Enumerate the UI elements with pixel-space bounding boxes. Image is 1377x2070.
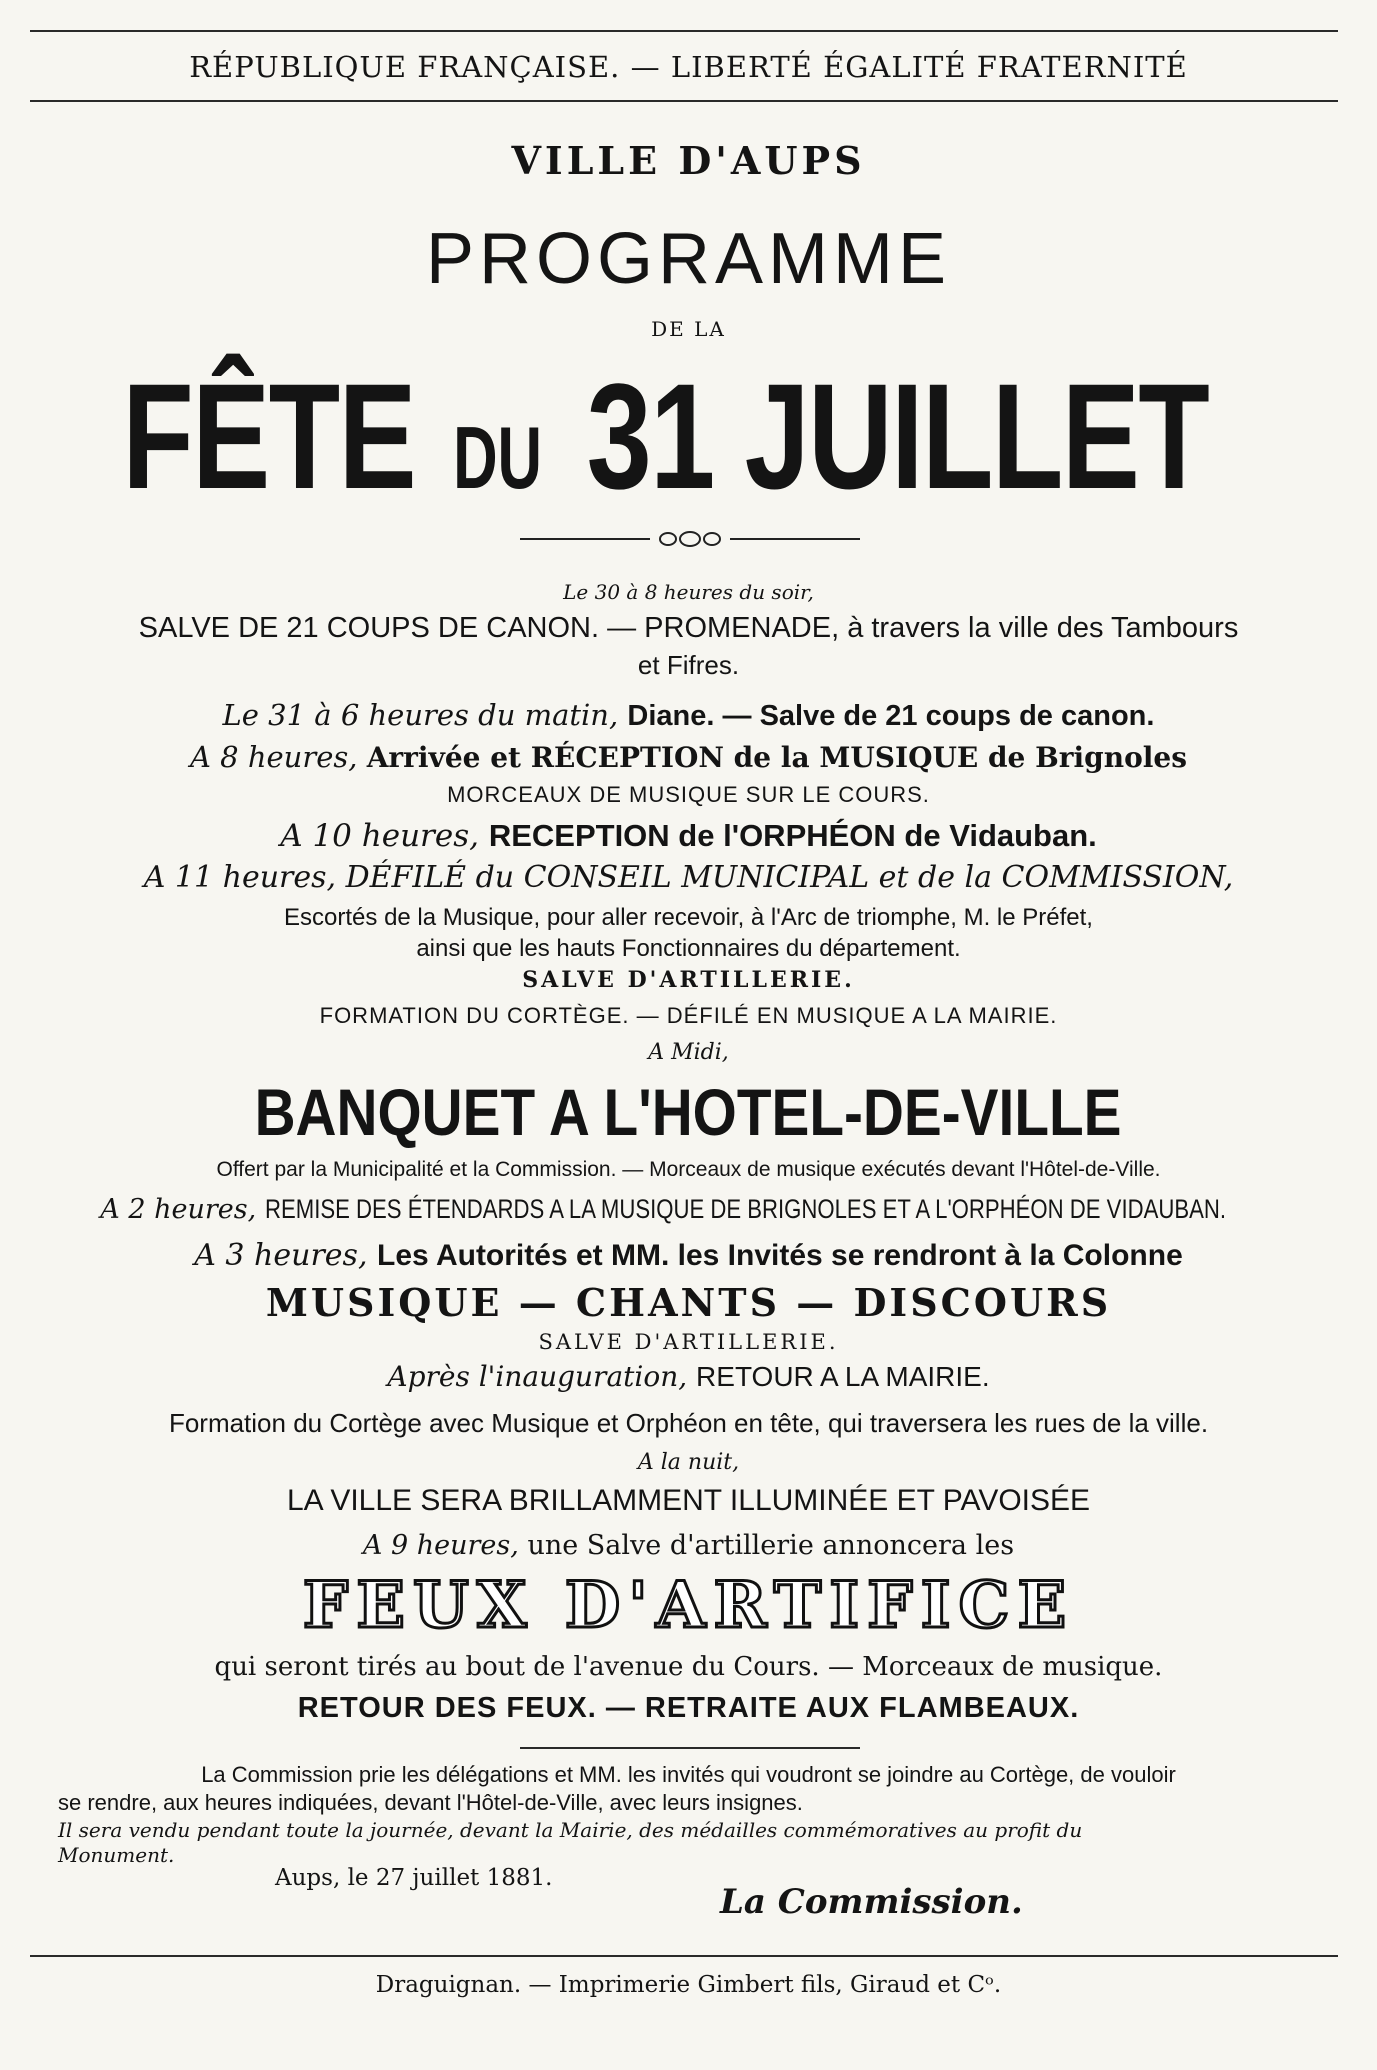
note-4: Monument. (58, 1843, 175, 1867)
programme-title: PROGRAMME (425, 219, 952, 299)
line-salve-annonce-event: une Salve d'artillerie annoncera les (527, 1530, 1015, 1561)
fete-title-date: 31 JUILLET (586, 352, 1209, 520)
de-la: DE LA (651, 317, 726, 341)
line-colonne-event: Les Autorités et MM. les Invités se rendront à la Colonne (377, 1239, 1183, 1272)
fete-title-du: DU (453, 408, 543, 507)
note-3: Il sera vendu pendant toute la journée, devant la Mairie, des médailles commémoratives au profit du (58, 1818, 1083, 1842)
bottom-rule (30, 1955, 1338, 1957)
line-fifres: et Fifres. (637, 650, 740, 680)
line-salve-1: SALVE D'ARTILLERIE. (522, 967, 855, 993)
line-colonne (0, 1238, 1377, 1273)
signature: La Commission. (720, 1882, 1023, 1922)
ornament-divider (520, 527, 860, 551)
town-name: VILLE D'AUPS (511, 138, 866, 183)
line-formation: Formation du Cortège avec Musique et Orphéon en tête, qui traversera les rues de la ville. (168, 1408, 1209, 1438)
line-diane (0, 698, 1377, 733)
line-formation-cortege: FORMATION DU CORTÈGE. — DÉFILÉ EN MUSIQUE A LA MAIRIE. (319, 1003, 1058, 1028)
top-rule (30, 30, 1338, 32)
fete-title (0, 350, 1377, 520)
line-retour-mairie (0, 1360, 1377, 1393)
banquet-heading-text: BANQUET A L'HOTEL-DE-VILLE (255, 1075, 1122, 1149)
line-etendards-event: REMISE DES ÉTENDARDS A LA MUSIQUE DE BRIGNOLES ET A L'ORPHÉON DE VIDAUBAN. (264, 1194, 1226, 1224)
line-fonctionnaires: ainsi que les hauts Fonctionnaires du département. (416, 935, 961, 962)
line-colonne-time: A 3 heures, (194, 1238, 368, 1273)
line-salve-2: SALVE D'ARTILLERIE. (538, 1330, 839, 1354)
line-defile: A 11 heures, DÉFILÉ du CONSEIL MUNICIPAL et de la COMMISSION, (143, 860, 1234, 895)
line-salve-annonce (0, 1530, 1377, 1561)
line-vidauban (0, 818, 1377, 854)
republic-motto: RÉPUBLIQUE FRANÇAISE. — LIBERTÉ ÉGALITÉ FRATERNITÉ (189, 50, 1188, 84)
line-nuit: A la nuit, (637, 1450, 740, 1475)
fete-title-main: FÊTE (122, 352, 415, 520)
line-retraite: RETOUR DES FEUX. — RETRAITE AUX FLAMBEAUX. (297, 1692, 1080, 1724)
musique-chants-discours: MUSIQUE — CHANTS — DISCOURS (265, 1280, 1112, 1325)
line-salve-annonce-time: A 9 heures, (362, 1530, 519, 1561)
line-morceaux-cours: MORCEAUX DE MUSIQUE SUR LE COURS. (447, 782, 930, 807)
line-vidauban-event: RECEPTION de l'ORPHÉON de Vidauban. (488, 818, 1097, 853)
line-brignoles (0, 740, 1377, 774)
line-brignoles-event: Arrivée et RÉCEPTION de la MUSIQUE de Brignoles (366, 741, 1187, 774)
note-1: La Commission prie les délégations et MM. les invités qui voudront se joindre au Cortège, de vouloir (201, 1762, 1176, 1787)
short-rule (520, 1747, 860, 1749)
line-eve: Le 30 à 8 heures du soir, (563, 580, 814, 604)
place-date: Aups, le 27 juillet 1881. (275, 1865, 553, 1891)
note-2: se rendre, aux heures indiquées, devant l'Hôtel-de-Ville, avec leurs insignes. (58, 1790, 803, 1815)
line-etendards (0, 1194, 1377, 1225)
line-vidauban-time: A 10 heures, (280, 818, 479, 854)
line-diane-time: Le 31 à 6 heures du matin, (222, 698, 619, 732)
line-illuminee: LA VILLE SERA BRILLAMMENT ILLUMINÉE ET PAVOISÉE (286, 1484, 1091, 1517)
banquet-heading (0, 1074, 1377, 1150)
line-retour-time: Après l'inauguration, (387, 1360, 688, 1393)
printer-imprint: Draguignan. — Imprimerie Gimbert fils, Giraud et Cᵒ. (375, 1972, 1002, 1998)
line-retour-event: RETOUR A LA MAIRIE. (696, 1361, 990, 1392)
header-rule (30, 100, 1338, 102)
line-diane-event: Diane. — Salve de 21 coups de canon. (627, 700, 1155, 732)
line-brignoles-time: A 8 heures, (190, 740, 358, 774)
line-etendards-time: A 2 heures, (100, 1194, 257, 1225)
line-salve-promenade: SALVE DE 21 COUPS DE CANON. — PROMENADE, à travers la ville des Tambours (138, 612, 1239, 644)
line-tires: qui seront tirés au bout de l'avenue du Cours. — Morceaux de musique. (214, 1652, 1163, 1682)
line-offert: Offert par la Municipalité et la Commission. — Morceaux de musique exécutés devant l'Hôtel-de-Ville. (216, 1158, 1161, 1181)
feux-artifice-heading: FEUX D'ARTIFICE (302, 1568, 1075, 1643)
line-escortes: Escortés de la Musique, pour aller recevoir, à l'Arc de triomphe, M. le Préfet, (284, 904, 1093, 931)
line-midi: A Midi, (648, 1040, 729, 1065)
